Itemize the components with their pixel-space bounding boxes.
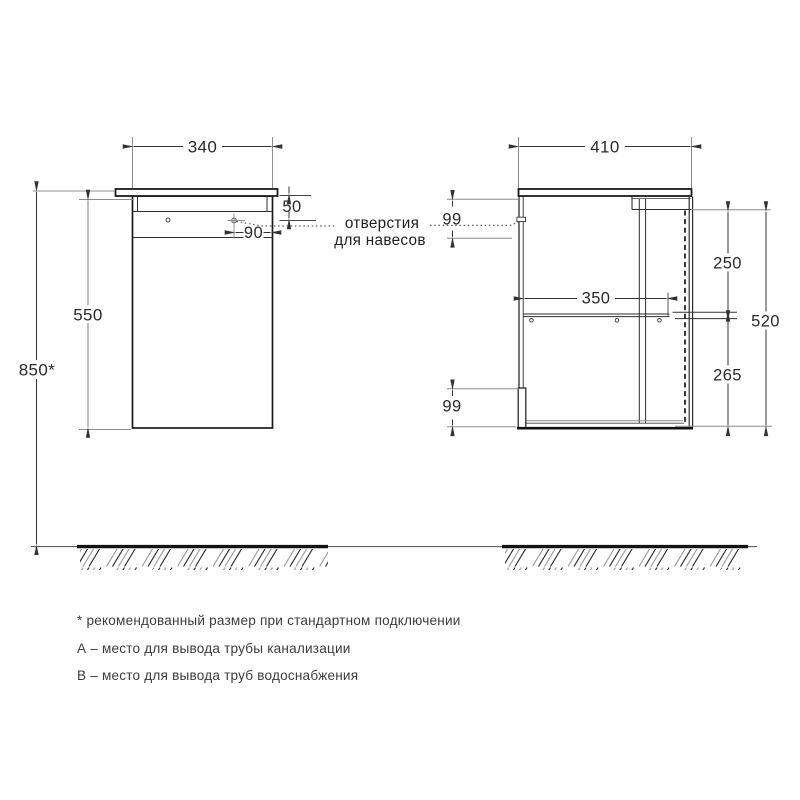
side-upper-section-label: 250 — [713, 254, 742, 273]
floor — [31, 547, 757, 570]
callout-text-line1: отверстия — [344, 215, 420, 232]
side-lower-section-label: 265 — [713, 366, 742, 385]
side-inner-height-label: 520 — [751, 312, 780, 331]
side-hole-top-offset-label: 99 — [442, 210, 462, 229]
side-hanger-bracket — [517, 217, 526, 221]
side-back-lower-panel — [518, 388, 526, 428]
side-shelf-depth-label: 350 — [581, 289, 611, 308]
shelf-pin-holes — [530, 319, 662, 323]
side-countertop — [519, 189, 692, 196]
side-dimensions — [442, 137, 784, 427]
hanger-holes-callout — [237, 215, 520, 249]
front-width-dim-label: 340 — [187, 137, 218, 157]
front-countertop — [116, 189, 278, 196]
legend-item-b: В – место для вывода труб водоснабжения — [77, 668, 359, 684]
side-depth-dim-label: 410 — [590, 137, 620, 157]
front-total-height-dim-label: 850* — [18, 360, 56, 380]
side-view — [517, 189, 693, 428]
shelf-reference-lines — [673, 312, 738, 318]
legend-note-asterisk: * рекомендованный размер при стандартном подключении — [77, 613, 461, 628]
floor-hatch-left — [80, 549, 328, 570]
front-hole-offset-dim-label: 90 — [243, 224, 264, 242]
callout-text-line2: для навесов — [334, 232, 426, 249]
legend-item-a: А – место для вывода трубы канализации — [77, 640, 351, 656]
side-hole-bottom-offset-label: 99 — [442, 397, 462, 416]
floor-hatch-right — [505, 549, 745, 570]
legend — [77, 607, 557, 690]
side-structure — [519, 197, 693, 429]
front-body-height-dim-label: 550 — [73, 305, 103, 325]
front-top-gap-dim-label: 50 — [282, 198, 302, 216]
